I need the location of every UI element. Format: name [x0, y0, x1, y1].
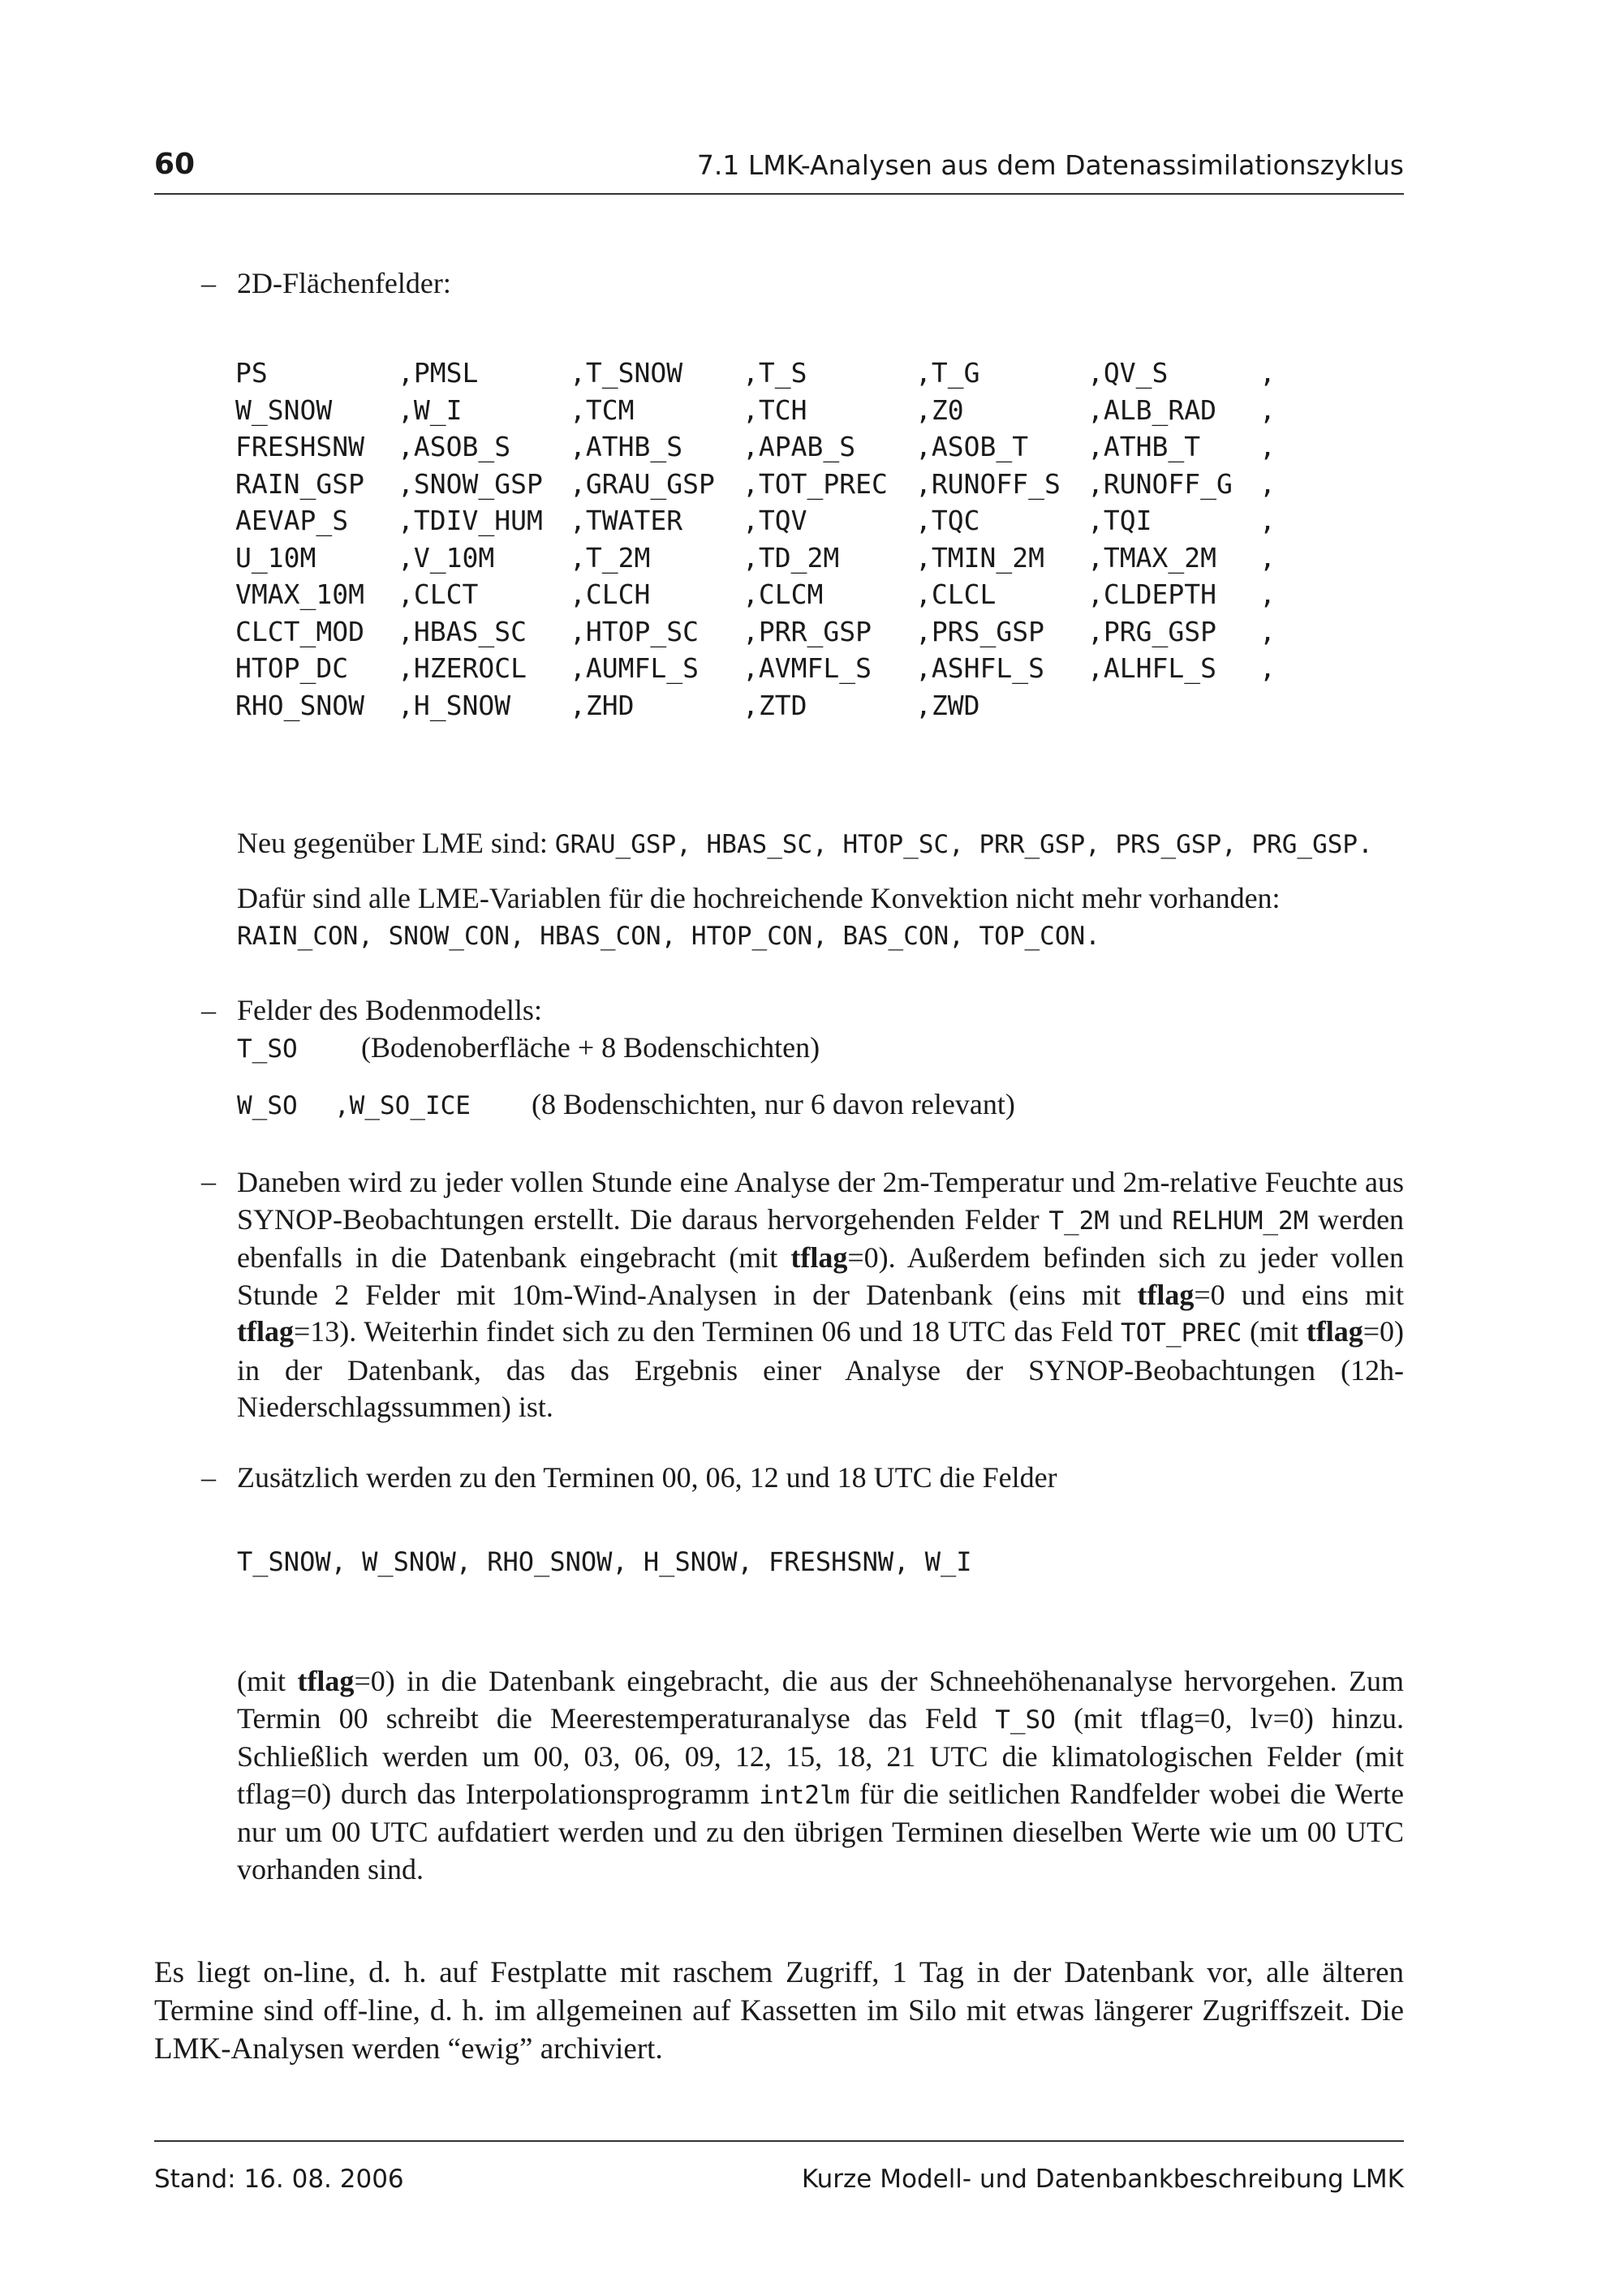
variable-cell: ,T_2M — [570, 541, 651, 574]
variable-cell: ,GRAU_GSP — [570, 467, 715, 500]
var-t2m: T_2M — [1048, 1206, 1109, 1236]
variable-cell: , — [1259, 578, 1276, 610]
variable-cell: ,TMIN_2M — [915, 541, 1044, 574]
boden-desc-2: (8 Bodenschichten, nur 6 davon relevant) — [532, 1088, 1015, 1120]
variable-cell: ,PRS_GSP — [915, 615, 1044, 647]
variable-cell: ,TOT_PREC — [743, 467, 888, 500]
variable-cell: ,ASOB_T — [915, 431, 1029, 462]
variable-cell: ,CLCM — [743, 578, 824, 610]
variable-cell: ,PRG_GSP — [1087, 615, 1216, 647]
variable-cell: RHO_SNOW — [235, 689, 364, 721]
zusaetzlich-text: Zusätzlich werden zu den Terminen 00, 06, 12 und 18 UTC die Felder — [237, 1461, 1057, 1494]
variable-cell: , — [1259, 467, 1276, 500]
variable-cell: VMAX_10M — [235, 578, 364, 610]
var-relhum2m: RELHUM_2M — [1172, 1206, 1309, 1236]
variable-cell: FRESHSNW — [235, 431, 364, 462]
flaechen-heading: 2D-Flächenfelder: — [237, 267, 451, 299]
variable-cell: ,TMAX_2M — [1087, 541, 1216, 574]
variable-cell: ,RUNOFF_S — [915, 467, 1061, 500]
variable-cell: ,RUNOFF_G — [1087, 467, 1233, 500]
variable-cell: ,ZHD — [570, 689, 635, 721]
boden-var-tso: T_SO — [237, 1034, 298, 1064]
variable-cell: ,T_S — [743, 357, 807, 389]
variable-cell: ,HTOP_SC — [570, 615, 699, 647]
variable-cell: AEVAP_S — [235, 505, 349, 536]
bullet-dash: – — [201, 1165, 216, 1197]
variable-cell: ,AUMFL_S — [570, 652, 699, 684]
footer-title: Kurze Modell- und Datenbankbeschreibung LMK — [801, 2165, 1404, 2194]
bullet-dash: – — [201, 1461, 216, 1494]
variable-cell: ,QV_S — [1087, 357, 1169, 389]
footer-date: Stand: 16. 08. 2006 — [154, 2165, 404, 2194]
neu-line — [237, 826, 1373, 860]
variable-cell: ,SNOW_GSP — [398, 467, 543, 500]
variable-cell: ,HZEROCL — [398, 652, 527, 684]
snow-vars: T_SNOW, W_SNOW, RHO_SNOW, H_SNOW, FRESHSNW, W_I — [237, 1546, 972, 1577]
final-paragraph: Es liegt on-line, d. h. auf Festplatte mit raschem Zugriff, 1 Tag in der Datenbank vor, alle älteren Termine sind off-line, d. h. im allgemeinen auf Kassetten im Silo mit etwas längerer Zugriffszeit. Die LMK-Analysen werden “ewig” archiviert. — [154, 1956, 1404, 2066]
bullet-dash: – — [201, 267, 216, 299]
variable-cell: ,ATHB_T — [1087, 431, 1201, 462]
variable-cell: ,ATHB_S — [570, 431, 683, 462]
variable-cell: ,ASHFL_S — [915, 652, 1044, 684]
variable-cell: ,CLCH — [570, 578, 651, 610]
var-tso: T_SO — [995, 1705, 1056, 1735]
variable-cell: ,TCM — [570, 393, 635, 426]
variable-cell: ,T_G — [915, 357, 980, 389]
dafuer-vars: RAIN_CON, SNOW_CON, HBAS_CON, HTOP_CON, BAS_CON, TOP_CON. — [237, 922, 1100, 951]
bullet-dash: – — [201, 994, 216, 1026]
variable-cell: PS — [235, 357, 268, 389]
daneben-paragraph: Daneben wird zu jeder vollen Stunde eine Analyse der 2m-Temperatur und 2m-relative Feuchte aus SYNOP-Beobachtungen erstellt. Die daraus hervorgehenden Felder T_2M und RELHUM_2M werden ebenfalls in die Datenbank eingebracht (mit tflag=0). Außerdem befinden sich zu jeder vollen Stunde 2 Felder mit 10m-Wind-Analysen in der Datenbank (eins mit tflag=0 und eins mit tflag=13). Weiterhin findet sich zu den Terminen 06 und 18 UTC das Feld TOT_PREC (mit tflag=0) in der Datenbank, das das Ergebnis einer Analyse der SYNOP-Beobachtungen (12h-Niederschlagssummen) ist. — [237, 1166, 1405, 1423]
variable-cell: ,AVMFL_S — [743, 652, 872, 684]
variable-cell: , — [1259, 431, 1276, 462]
variable-cell: ,PMSL — [398, 357, 479, 389]
variable-cell: , — [1259, 541, 1276, 574]
dafuer-text: Dafür sind alle LME-Variablen für die hochreichende Konvektion nicht mehr vorhanden: — [237, 882, 1281, 914]
variable-cell: ,TD_2M — [743, 541, 840, 574]
variable-cell: , — [1259, 652, 1276, 684]
variable-cell: ,TDIV_HUM — [398, 505, 543, 536]
boden-desc-1: (Bodenoberfläche + 8 Bodenschichten) — [361, 1031, 820, 1064]
variable-cell: U_10M — [235, 541, 316, 574]
page-header — [154, 144, 1404, 195]
variable-cell: CLCT_MOD — [235, 615, 364, 647]
boden-var-wsoice: ,W_SO_ICE — [334, 1091, 471, 1120]
variable-cell: ,ALB_RAD — [1087, 393, 1216, 426]
variable-cell: ,CLCL — [915, 578, 997, 610]
variable-cell: ,ZWD — [915, 689, 980, 721]
variable-cell: , — [1259, 505, 1276, 536]
variable-cell: ,H_SNOW — [398, 689, 511, 721]
variable-cell: ,T_SNOW — [570, 357, 683, 389]
section-title: 7.1 LMK-Analysen aus dem Datenassimilationszyklus — [696, 149, 1404, 181]
boden-heading: Felder des Bodenmodells: — [237, 994, 542, 1026]
variable-cell: ,V_10M — [398, 541, 495, 574]
variable-cell: , — [1259, 615, 1276, 647]
variable-cell: ,TWATER — [570, 505, 683, 536]
variable-cell: , — [1259, 393, 1276, 426]
page-footer — [154, 2140, 1404, 2199]
neu-vars: GRAU_GSP, HBAS_SC, HTOP_SC, PRR_GSP, PRS_GSP, PRG_GSP. — [554, 830, 1373, 859]
variable-cell: RAIN_GSP — [235, 467, 364, 500]
variable-cell: ,ASOB_S — [398, 431, 511, 462]
mit-paragraph: (mit tflag=0) in die Datenbank eingebracht, die aus der Schneehöhenanalyse hervorgehen. Zum Termin 00 schreibt die Meerestemperaturanalyse das Feld T_SO (mit tflag=0, lv=0) hinzu. Schließlich werden um 00, 03, 06, 09, 12, 15, 18, 21 UTC die klimatologischen Felder (mit tflag=0) durch das Interpolationsprogramm int2lm für die seitlichen Randfelder wobei die Werte nur um 00 UTC aufdatiert werden und zu den übrigen Terminen dieselben Werte wie um 00 UTC vorhanden sind. — [237, 1665, 1405, 1885]
variable-cell: ,TQI — [1087, 505, 1152, 536]
variable-cell: ,TQC — [915, 505, 980, 536]
variable-cell: , — [1259, 357, 1276, 389]
variable-cell: HTOP_DC — [235, 652, 349, 684]
variable-cell: ,W_I — [398, 393, 463, 426]
variable-cell: ,TCH — [743, 393, 807, 426]
page-number: 60 — [154, 148, 196, 181]
variable-cell: ,APAB_S — [743, 431, 856, 462]
neu-text: Neu gegenüber LME sind: — [237, 827, 548, 859]
variable-cell: ,ZTD — [743, 689, 807, 721]
variable-cell: ,ALHFL_S — [1087, 652, 1216, 684]
variable-cell: ,CLCT — [398, 578, 479, 610]
variable-cell: ,PRR_GSP — [743, 615, 872, 647]
variable-cell: ,TQV — [743, 505, 807, 536]
boden-var-wso: W_SO — [237, 1091, 298, 1120]
variable-cell: ,CLDEPTH — [1087, 578, 1216, 610]
var-totprec: TOT_PREC — [1120, 1318, 1242, 1348]
var-int2lm: int2lm — [759, 1780, 850, 1810]
variable-cell: W_SNOW — [235, 393, 333, 426]
variable-cell: ,HBAS_SC — [398, 615, 527, 647]
variable-cell: ,Z0 — [915, 393, 964, 426]
